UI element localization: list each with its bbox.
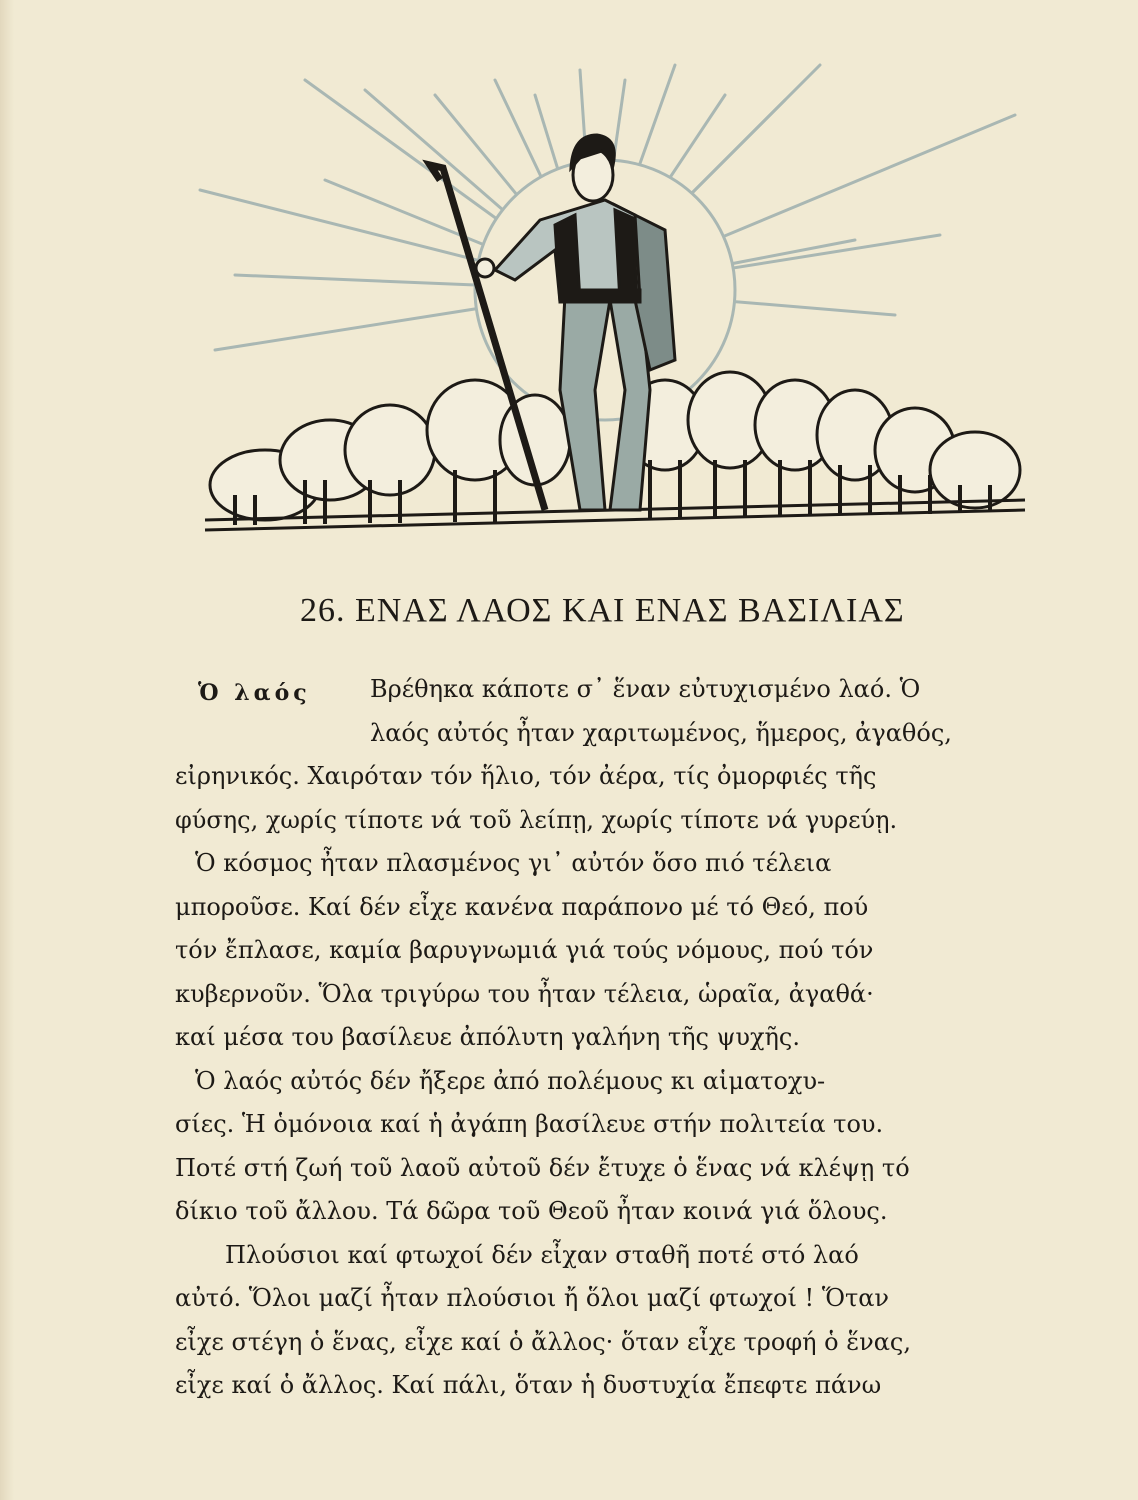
text-line: εἶχε καί ὁ ἄλλος. Καί πάλι, ὅταν ἡ δυστυχία ἔπεφτε πάνω — [175, 1371, 882, 1399]
text-line: λαός αὐτός ἦταν χαριτωμένος, ἥμερος, ἀγαθός, — [370, 718, 952, 747]
text-line: αὐτό. Ὅλοι μαζί ἦταν πλούσιοι ἤ ὅλοι μαζί φτωχοί ! Ὅταν — [175, 1284, 890, 1312]
text-line: Βρέθηκα κάποτε σ᾿ ἕναν εὐτυχισμένο λαό. Ὁ — [370, 675, 921, 703]
side-heading: Ὁ λαός — [198, 680, 311, 706]
text-line: εἰρηνικός. Χαιρόταν τόν ἥλιο, τόν ἀέρα, τίς ὀμορφιές τῆς — [175, 762, 877, 790]
shepherd-illustration — [195, 40, 1035, 540]
text-line: κυβερνοῦν. Ὅλα τριγύρω του ἦταν τέλεια, ὡραῖα, ἀγαθά· — [175, 979, 874, 1008]
text-line: φύσης, χωρίς τίποτε νά τοῦ λείπῃ, χωρίς τίποτε νά γυρεύῃ. — [175, 805, 898, 834]
text-line: σίες. Ἡ ὁμόνοια καί ἡ ἀγάπη βασίλευε στήν πολιτεία του. — [175, 1110, 884, 1138]
text-line: Πλούσιοι καί φτωχοί δέν εἶχαν σταθῆ ποτέ στό λαό — [225, 1240, 859, 1269]
page-edge — [0, 0, 14, 1500]
text-line: καί μέσα του βασίλευε ἀπόλυτη γαλήνη τῆς ψυχῆς. — [175, 1023, 800, 1051]
chapter-title: 26. ΕΝΑΣ ΛΑΟΣ ΚΑΙ ΕΝΑΣ ΒΑΣΙΛΙΑΣ — [300, 592, 905, 629]
text-line: Ποτέ στή ζωή τοῦ λαοῦ αὐτοῦ δέν ἔτυχε ὁ ἕνας νά κλέψῃ τό — [175, 1153, 910, 1182]
text-line: τόν ἔπλασε, καμία βαρυγνωμιά γιά τούς νόμους, πού τόν — [175, 936, 874, 964]
text-line: δίκιο τοῦ ἄλλου. Τά δῶρα τοῦ Θεοῦ ἦταν κοινά γιά ὅλους. — [175, 1197, 888, 1225]
text-line: εἶχε στέγη ὁ ἕνας, εἶχε καί ὁ ἄλλος· ὅταν εἶχε τροφή ὁ ἕνας, — [175, 1327, 911, 1356]
text-line: μποροῦσε. Καί δέν εἶχε κανένα παράπονο μέ τό Θεό, πού — [175, 892, 869, 921]
text-line: Ὁ κόσμος ἦταν πλασμένος γι᾿ αὐτόν ὅσο πιό τέλεια — [195, 849, 832, 877]
body-text — [175, 668, 1045, 1408]
text-line: Ὁ λαός αὐτός δέν ἤξερε ἀπό πολέμους κι αἱματοχυ- — [195, 1066, 826, 1095]
